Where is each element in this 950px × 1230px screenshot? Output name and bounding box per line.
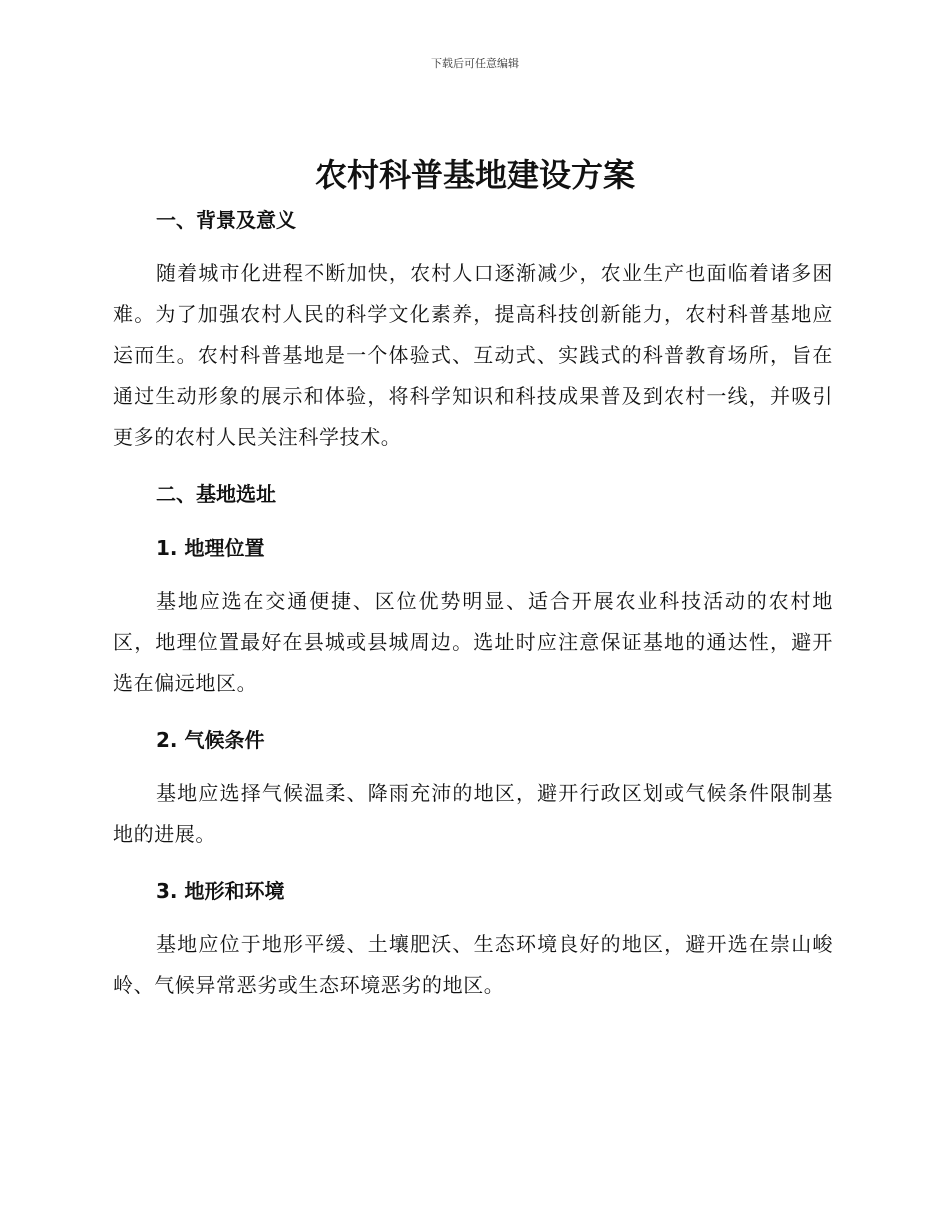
section-heading-site: 二、基地选址 xyxy=(156,482,276,506)
document-title: 农村科普基地建设方案 xyxy=(314,156,635,194)
subsection-heading-location: 1. 地理位置 xyxy=(156,536,265,560)
document-body xyxy=(113,205,833,1006)
paragraph-terrain: 基地应位于地形平缓、土壤肥沃、生态环境良好的地区，避开选在崇山峻岭、气候异常恶劣或生态环境恶劣的地区。 xyxy=(113,932,833,997)
paragraph-background: 随着城市化进程不断加快，农村人口逐渐减少，农业生产也面临着诸多困难。为了加强农村人民的科学文化素养，提高科技创新能力，农村科普基地应运而生。农村科普基地是一个体验式、互动式、实践式的科普教育场所，旨在通过生动形象的展示和体验，将科学知识和科技成果普及到农村一线，并吸引更多的农村人民关注科学技术。 xyxy=(113,261,833,449)
section-heading-background: 一、背景及意义 xyxy=(156,208,296,232)
paragraph-location: 基地应选在交通便捷、区位优势明显、适合开展农业科技活动的农村地区，地理位置最好在县城或县城周边。选址时应注意保证基地的通达性，避开选在偏远地区。 xyxy=(113,589,833,695)
paragraph-climate: 基地应选择气候温柔、降雨充沛的地区，避开行政区划或气候条件限制基地的进展。 xyxy=(113,781,833,846)
subsection-heading-terrain: 3. 地形和环境 xyxy=(156,879,285,903)
subsection-heading-climate: 2. 气候条件 xyxy=(156,728,265,752)
header-note: 下载后可任意编辑 xyxy=(431,57,519,70)
